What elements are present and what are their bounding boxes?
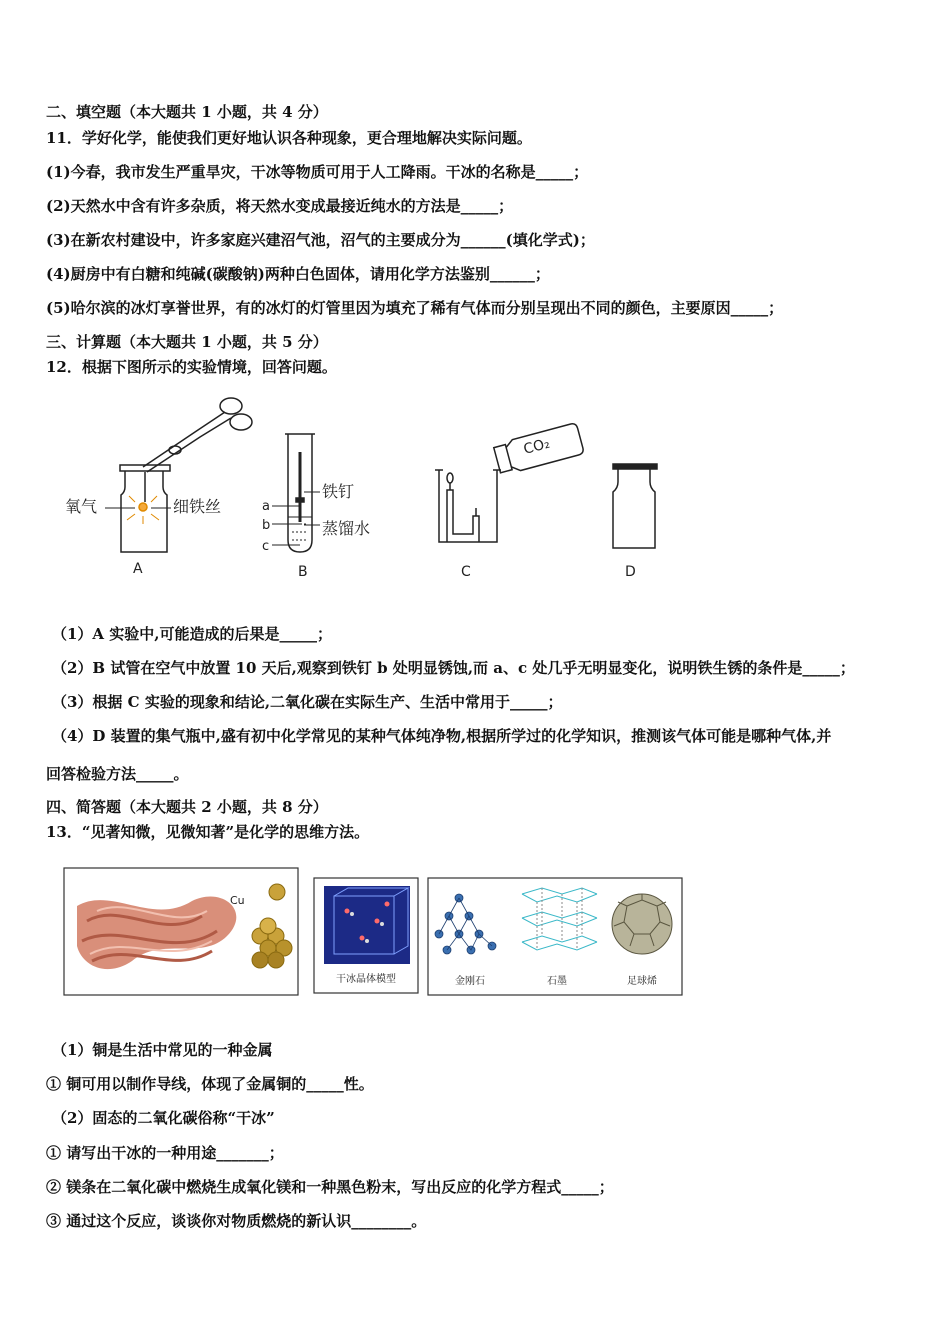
dry-ice-crystal-model <box>324 886 410 964</box>
label-cu: Cu <box>230 894 245 907</box>
q12-stem: 12．根据下图所示的实验情境，回答问题。 <box>46 358 337 376</box>
q11-part5: (5)哈尔滨的冰灯享誉世界，有的冰灯的灯管里因为填充了稀有气体而分别呈现出不同的颜色，主要原因_____； <box>46 299 784 317</box>
label-apparatus-a: A <box>133 561 143 577</box>
q13-part2-3: ③ 通过这个反应，谈谈你对物质燃烧的新认识________。 <box>46 1212 427 1230</box>
apparatus-d <box>613 464 657 548</box>
q12-part4b: 回答检验方法_____。 <box>46 765 189 783</box>
apparatus-b <box>272 434 320 552</box>
q12-experiment-figure <box>55 392 675 587</box>
c60-model <box>612 894 672 954</box>
q12-part1: （1）A 实验中,可能造成的后果是_____； <box>52 625 333 643</box>
label-iron-wire: 细铁丝 <box>173 497 222 516</box>
section-4-heading: 四、简答题（本大题共 2 小题，共 8 分） <box>46 798 328 816</box>
label-diamond: 金刚石 <box>455 976 485 987</box>
label-dry-ice-model: 干冰晶体模型 <box>336 974 396 985</box>
q11-part3: (3)在新农村建设中，许多家庭兴建沼气池，沼气的主要成分为______(填化学式)； <box>46 231 595 249</box>
q11-stem: 11．学好化学，能使我们更好地认识各种现象，更合理地解决实际问题。 <box>46 129 532 147</box>
label-oxygen: 氧气 <box>65 497 98 516</box>
q12-part4a: （4）D 装置的集气瓶中,盛有初中化学常见的某种气体纯净物,根据所学过的化学知识，推测该气体可能是哪种气体,并 <box>52 727 832 745</box>
q13-part1: （1）铜是生活中常见的一种金属 <box>52 1041 273 1059</box>
q13-part2-1: ① 请写出干冰的一种用途_______； <box>46 1144 284 1162</box>
apparatus-c <box>435 423 584 542</box>
q11-part2: (2)天然水中含有许多杂质，将天然水变成最接近纯水的方法是_____； <box>46 197 514 215</box>
section-3-heading: 三、计算题（本大题共 1 小题，共 5 分） <box>46 333 328 351</box>
q13-part2-2: ② 镁条在二氧化碳中燃烧生成氧化镁和一种黑色粉末，写出反应的化学方程式_____； <box>46 1178 614 1196</box>
label-apparatus-b: B <box>298 564 308 580</box>
q11-part1: (1)今春，我市发生严重旱灾，干冰等物质可用于人工降雨。干冰的名称是_____； <box>46 163 589 181</box>
q12-part3: （3）根据 C 实验的现象和结论,二氧化碳在实际生产、生活中常用于_____； <box>52 693 563 711</box>
label-apparatus-d: D <box>625 564 636 580</box>
apparatus-a <box>105 398 252 552</box>
label-apparatus-c: C <box>461 564 471 580</box>
q13-structure-figure <box>62 866 686 998</box>
label-a: a <box>262 499 270 514</box>
label-c60: 足球烯 <box>627 976 657 987</box>
q12-part2: （2）B 试管在空气中放置 10 天后,观察到铁钉 b 处明显锈蚀,而 a、c 处几乎无明显变化，说明铁生锈的条件是_____； <box>52 659 855 677</box>
q13-part2: （2）固态的二氧化碳俗称“干冰” <box>52 1109 275 1127</box>
label-co2: CO₂ <box>521 435 552 458</box>
q13-part1-1: ① 铜可用以制作导线，体现了金属铜的_____性。 <box>46 1075 374 1093</box>
q13-stem: 13．“见著知微，见微知著”是化学的思维方法。 <box>46 823 370 841</box>
label-b: b <box>262 518 271 533</box>
label-c: c <box>262 539 270 554</box>
q11-part4: (4)厨房中有白糖和纯碱(碳酸钠)两种白色固体，请用化学方法鉴别______； <box>46 265 550 283</box>
label-graphite: 石墨 <box>547 976 567 987</box>
section-2-heading: 二、填空题（本大题共 1 小题，共 4 分） <box>46 103 328 121</box>
label-distilled-water: 蒸馏水 <box>322 519 371 538</box>
label-iron-nail: 铁钉 <box>322 482 355 501</box>
